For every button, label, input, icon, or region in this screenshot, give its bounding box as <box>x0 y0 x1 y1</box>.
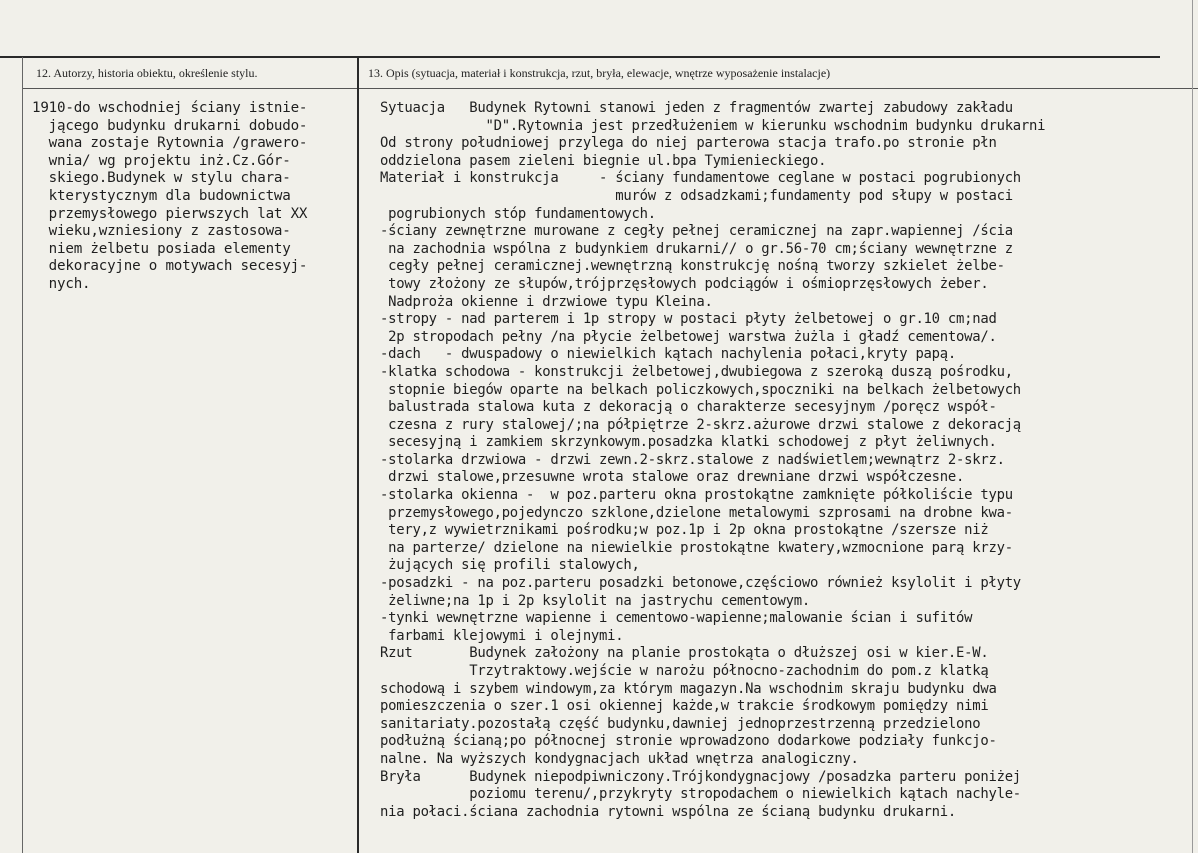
left-text-line: niem żelbetu posiada elementy <box>32 240 291 257</box>
right-text-line: stopnie biegów oparte na belkach policzkowych,spoczniki na belkach żelbetowych <box>380 381 1021 398</box>
right-text-line: -stropy - nad parterem i 1p stropy w postaci płyty żelbetowej o gr.10 cm;nad <box>380 311 997 328</box>
left-text-line: przemysłowego pierwszych lat XX <box>32 205 308 222</box>
right-text-line: pogrubionych stóp fundamentowych. <box>380 205 656 222</box>
right-text-line: 2p stropodach pełny /na płycie żelbetowej warstwa żużla i gładź cementowa/. <box>380 328 997 345</box>
left-text-line: wieku,wzniesiony z zastosowa- <box>32 223 291 240</box>
left-text-line: wana zostaje Rytownia /grawero- <box>32 135 308 152</box>
left-text-line: wnia/ wg projektu inż.Cz.Gór- <box>32 152 291 169</box>
top-rule <box>0 56 1160 58</box>
right-text-line: balustrada stalowa kuta z dekoracją o charakterze secesyjnym /poręcz współ- <box>380 399 997 416</box>
right-text-line: Od strony południowej przylega do niej parterowa stacja trafo.po stronie płn <box>380 135 997 152</box>
right-text-line: Nadproża okienne i drzwiowe typu Kleina. <box>380 293 713 310</box>
right-text-line: -dach - dwuspadowy o niewielkich kątach nachylenia połaci,kryty papą. <box>380 346 957 363</box>
right-text-line: Sytuacja Budynek Rytowni stanowi jeden z fragmentów zwartej zabudowy zakładu <box>380 100 1013 116</box>
right-border <box>1192 0 1193 853</box>
column-divider <box>357 57 359 853</box>
right-text-line: "D".Rytownia jest przedłużeniem w kierunku wschodnim budynku drukarni <box>380 117 1046 134</box>
right-text-line: przemysłowego,pojedynczo szklone,dzielone metalowymi szprosami na drobne kwa- <box>380 504 1013 521</box>
right-text-line: secesyjną i zamkiem skrzynkowym.posadzka klatki schodowej z płyt żeliwnych. <box>380 434 997 451</box>
left-text-line: kterystycznym dla budownictwa <box>32 187 291 204</box>
right-text-line: Rzut Budynek założony na planie prostokąta o dłuższej osi w kier.E-W. <box>380 645 989 662</box>
left-text-line: nych. <box>32 275 91 292</box>
section-13-header: 13. Opis (sytuacja, materiał i konstrukcja, rzut, bryła, elewacje, wnętrze wyposażenie instalacje) <box>368 66 831 80</box>
right-text-line: żujących się profili stalowych, <box>380 557 640 574</box>
right-text-line: -tynki wewnętrzne wapienne i cementowo-wapienne;malowanie ścian i sufitów <box>380 610 973 627</box>
right-text-line: sanitariaty.pozostałą część budynku,dawniej jednoprzestrzenną przedzielono <box>380 715 981 732</box>
right-text-line: podłużną ścianą;po północnej stronie wprowadzono dodarkowe podziały funkcjo- <box>380 733 997 750</box>
right-text-line: Materiał i konstrukcja - ściany fundamentowe ceglane w postaci pogrubionych <box>380 170 1021 187</box>
right-text-line: pomieszczenia o szer.1 osi okiennej każde,w trakcie środkowym pomiędzy nimi <box>380 698 989 715</box>
right-text-line: poziomu terenu/,przykryty stropodachem o niewielkich kątach nachyle- <box>380 786 1021 803</box>
right-text-line: czesna z rury stalowej/;na półpiętrze 2-skrz.ażurowe drzwi stalowe z dekoracją <box>380 416 1021 433</box>
right-text-line: -posadzki - na poz.parteru posadzki betonowe,częściowo również ksylolit i płyty <box>380 575 1021 592</box>
section-12-header: 12. Autorzy, historia obiektu, określenie stylu. <box>36 66 258 80</box>
right-text-line: -stolarka okienna - w poz.parteru okna prostokątne zamknięte półkoliście typu <box>380 487 1013 504</box>
right-text-line: na parterze/ dzielone na niewielkie prostokątne kwatery,wzmocnione parą krzy- <box>380 539 1013 556</box>
right-text-line: żeliwne;na 1p i 2p ksylolit na jastrychu cementowym. <box>380 592 810 609</box>
left-text-line: skiego.Budynek w stylu chara- <box>32 170 291 187</box>
right-text-line: -ściany zewnętrzne murowane z cegły pełnej ceramicznej na zapr.wapiennej /ścia <box>380 223 1013 240</box>
right-text-line: nalne. Na wyższych kondygnacjach układ wnętrza analogiczny. <box>380 750 859 767</box>
right-text-line: drzwi stalowe,przesuwne wrota stalowe oraz drewniane drzwi współczesne. <box>380 469 965 486</box>
right-text-line: -stolarka drzwiowa - drzwi zewn.2-skrz.stalowe z nadświetlem;wewnątrz 2-skrz. <box>380 451 1005 468</box>
left-border <box>22 57 23 853</box>
left-text-line: jącego budynku drukarni dobudo- <box>32 117 308 134</box>
right-text-line: towy złożony ze słupów,trójprzęsłowych podciągów i ośmioprzęsłowych żeber. <box>380 275 989 292</box>
right-text-line: Trzytraktowy.wejście w narożu północno-zachodnim do pom.z klatką <box>380 663 989 679</box>
right-text-line: schodową i szybem windowym,za którym magazyn.Na wschodnim skraju budynku dwa <box>380 680 997 697</box>
left-text-line: 1910-do wschodniej ściany istnie- <box>32 100 308 116</box>
right-text-line: tery,z wywietrznikami pośrodku;w poz.1p i 2p okna prostokątne /szersze niż <box>380 522 989 539</box>
right-text-line: na zachodnia wspólna z budynkiem drukarni// o gr.56-70 cm;ściany wewnętrzne z <box>380 240 1013 257</box>
right-text-line: cegły pełnej ceramicznej.wewnętrzną konstrukcję nośną tworzy szkielet żelbe- <box>380 258 1005 275</box>
header-rule <box>22 88 1198 89</box>
right-text-line: farbami klejowymi i olejnymi. <box>380 627 624 644</box>
left-text-line: dekoracyjne o motywach secesyj- <box>32 258 308 275</box>
right-text-line: oddzielona pasem zieleni biegnie ul.bpa Tymienieckiego. <box>380 152 827 169</box>
right-text-line: -klatka schodowa - konstrukcji żelbetowej,dwubiegowa z szeroką duszą pośrodku, <box>380 363 1013 380</box>
authors-history-text <box>32 100 357 294</box>
right-text-line: nia połaci.ściana zachodnia rytowni wspólna ze ścianą budynku drukarni. <box>380 803 957 820</box>
right-text-line: murów z odsadzkami;fundamenty pod słupy w postaci <box>380 187 1013 204</box>
right-text-line: Bryła Budynek niepodpiwniczony.Trójkondygnacjowy /posadzka parteru poniżej <box>380 768 1021 785</box>
description-text <box>380 100 1192 821</box>
